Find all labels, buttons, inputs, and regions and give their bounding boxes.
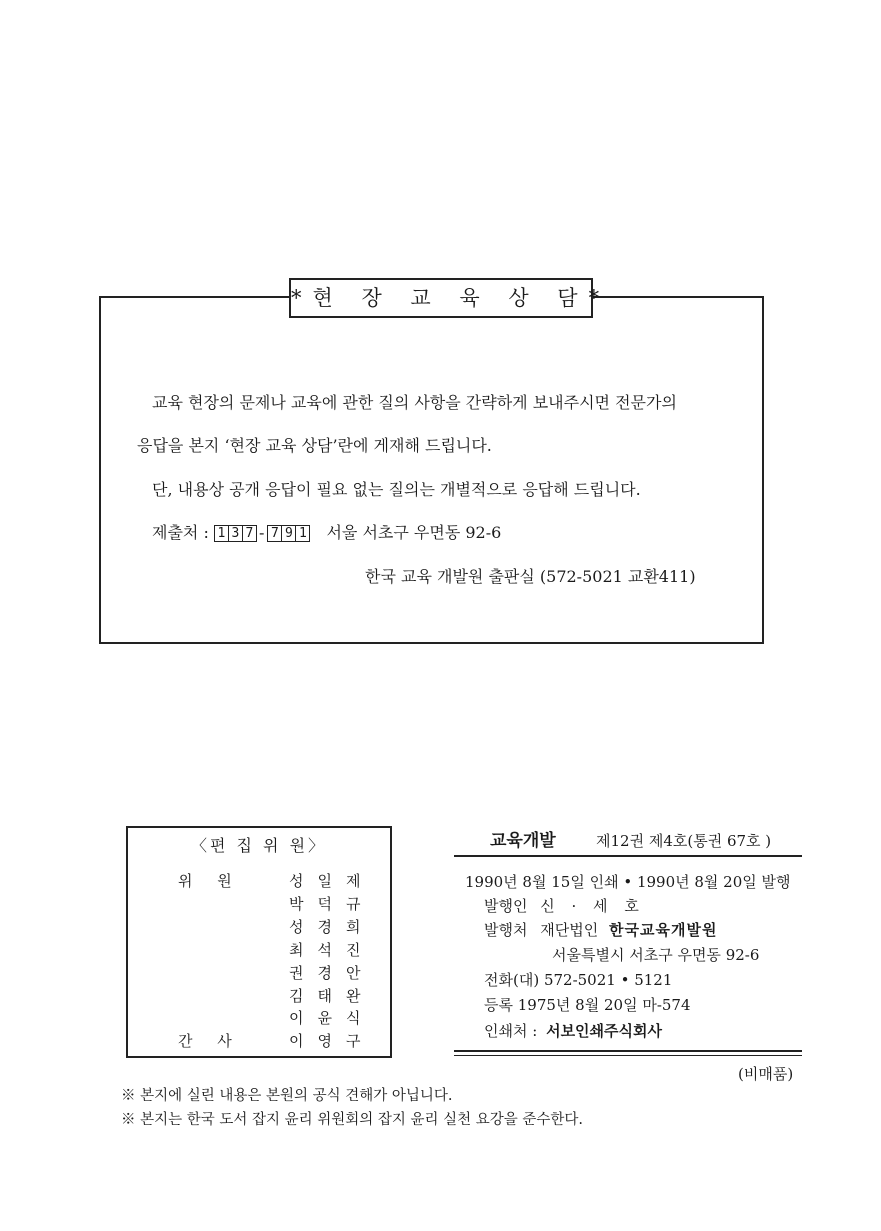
notice-title: *현 장 교 육 상 담* [289, 278, 593, 318]
committee-member: 박덕규 [289, 895, 375, 913]
consultation-notice-box [99, 296, 764, 644]
submission-label: 제출처 : [152, 523, 209, 542]
postal-digit: 7 [242, 525, 257, 542]
postal-digit: 9 [281, 525, 296, 542]
issuer-name: 한국교육개발원 [609, 921, 718, 939]
magazine-title: 교육개발 [490, 831, 556, 851]
footnote-1: ※ 본지에 실린 내용은 본원의 공식 견해가 아닙니다. [121, 1088, 453, 1104]
notice-line-1: 교육 현장의 문제나 교육에 관한 질의 사항을 간략하게 보내주시면 전문가의 [152, 393, 677, 412]
committee-member: 권경안 [289, 964, 375, 982]
publisher-line [484, 896, 645, 916]
postal-code [214, 523, 309, 542]
committee-member: 성일제 [289, 872, 375, 890]
issuer-address: 서울특별시 서초구 우면동 92-6 [552, 946, 760, 964]
notice-line-3: 단, 내용상 공개 응답이 필요 없는 질의는 개별적으로 응답해 드립니다. [152, 480, 641, 499]
publication-top-rule [454, 855, 802, 857]
registration: 등록 1975년 8월 20일 마-574 [484, 996, 691, 1014]
publisher-name: 신 · 세 호 [540, 897, 645, 915]
issuer-line [484, 920, 717, 940]
postal-digit: 1 [214, 525, 229, 542]
footnote-2: ※ 본지는 한국 도서 잡지 윤리 위원회의 잡지 윤리 실천 요강을 준수한다. [121, 1112, 584, 1128]
notice-line-2: 응답을 본지 ‘현장 교육 상담’란에 게재해 드립니다. [137, 436, 492, 455]
office-contact: 한국 교육 개발원 출판실 (572-5021 교환411) [365, 567, 696, 586]
committee-member: 김태완 [289, 987, 375, 1005]
committee-member: 성경희 [289, 918, 375, 936]
publication-bottom-rule [454, 1050, 802, 1052]
submission-line [152, 523, 501, 543]
printer-label: 인쇄처 : [484, 1022, 538, 1040]
postal-digit: 1 [295, 525, 310, 542]
committee-role-secretary: 간 사 [178, 1032, 242, 1050]
postal-separator: - [258, 523, 265, 542]
publisher-label: 발행인 [484, 897, 528, 915]
postal-digit: 7 [267, 525, 282, 542]
committee-role-members: 위 원 [178, 872, 242, 890]
committee-heading: 〈편 집 위 원〉 [190, 836, 328, 855]
issuer-prefix: 재단법인 [540, 921, 599, 939]
print-dates: 1990년 8월 15일 인쇄 • 1990년 8월 20일 발행 [465, 873, 791, 891]
committee-member: 최석진 [289, 941, 375, 959]
issue-number: 제12권 제4호(통권 67호 ) [596, 832, 772, 850]
postal-digit: 3 [228, 525, 243, 542]
submission-address: 서울 서초구 우면동 92-6 [326, 523, 502, 542]
issuer-label: 발행처 [484, 921, 528, 939]
printer-name: 서보인쇄주식회사 [546, 1022, 662, 1040]
committee-member: 이윤식 [289, 1009, 375, 1027]
phone: 전화(대) 572-5021 • 5121 [484, 971, 673, 989]
committee-secretary-name: 이영구 [289, 1032, 375, 1050]
printer-line [484, 1021, 662, 1041]
publication-bottom-rule-thin [454, 1055, 802, 1056]
not-for-sale: (비매품) [738, 1065, 794, 1083]
